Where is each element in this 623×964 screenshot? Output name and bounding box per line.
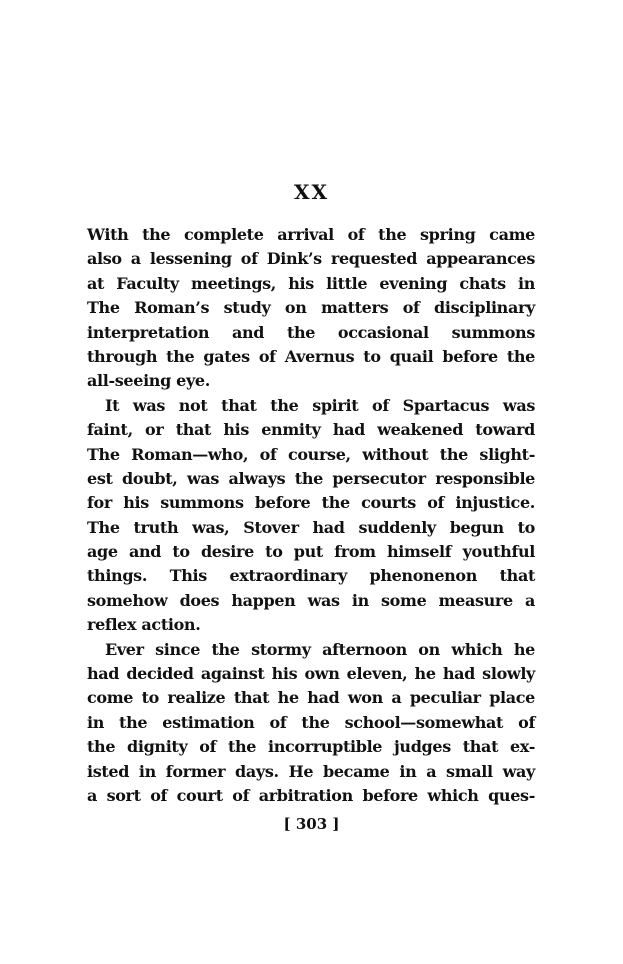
text-line: at Faculty meetings, his little evening chats in xyxy=(87,273,535,293)
text-line: Ever since the stormy afternoon on which he xyxy=(105,639,535,659)
text-line: a sort of court of arbitration before which ques- xyxy=(87,785,535,805)
text-line: things. This extraordinary phenonenon that xyxy=(87,566,535,586)
text-line: reflex action. xyxy=(87,615,201,635)
text-line: had decided against his own eleven, he had slowly xyxy=(87,664,535,684)
text-line: interpretation and the occasional summons xyxy=(87,322,535,342)
text-line: in the estimation of the school—somewhat of xyxy=(87,712,535,732)
text-line: est doubt, was always the persecutor responsible xyxy=(87,468,535,488)
text-line: faint, or that his enmity had weakened toward xyxy=(87,420,535,440)
text-line: for his summons before the courts of injustice. xyxy=(87,493,535,513)
text-line: the dignity of the incorruptible judges that ex- xyxy=(87,737,535,757)
text-line: It was not that the spirit of Spartacus was xyxy=(105,395,535,415)
text-line: The Roman’s study on matters of disciplinary xyxy=(87,298,535,318)
page-number: [ 303 ] xyxy=(283,815,340,833)
text-line: isted in former days. He became in a small way xyxy=(87,761,535,781)
text-line: somehow does happen was in some measure a xyxy=(87,590,535,610)
text-line: all-seeing eye. xyxy=(87,371,210,391)
text-line: The Roman—who, of course, without the slight- xyxy=(87,444,535,464)
text-line: With the complete arrival of the spring came xyxy=(87,225,535,244)
text-line: age and to desire to put from himself youthful xyxy=(87,542,535,562)
body-text xyxy=(87,223,535,808)
text-line: also a lessening of Dink’s requested appearances xyxy=(87,249,535,269)
chapter-heading: XX xyxy=(293,180,330,204)
text-line: through the gates of Avernus to quail before the xyxy=(87,346,535,366)
text-line: come to realize that he had won a peculiar place xyxy=(87,688,535,708)
text-line: The truth was, Stover had suddenly begun to xyxy=(87,517,535,537)
